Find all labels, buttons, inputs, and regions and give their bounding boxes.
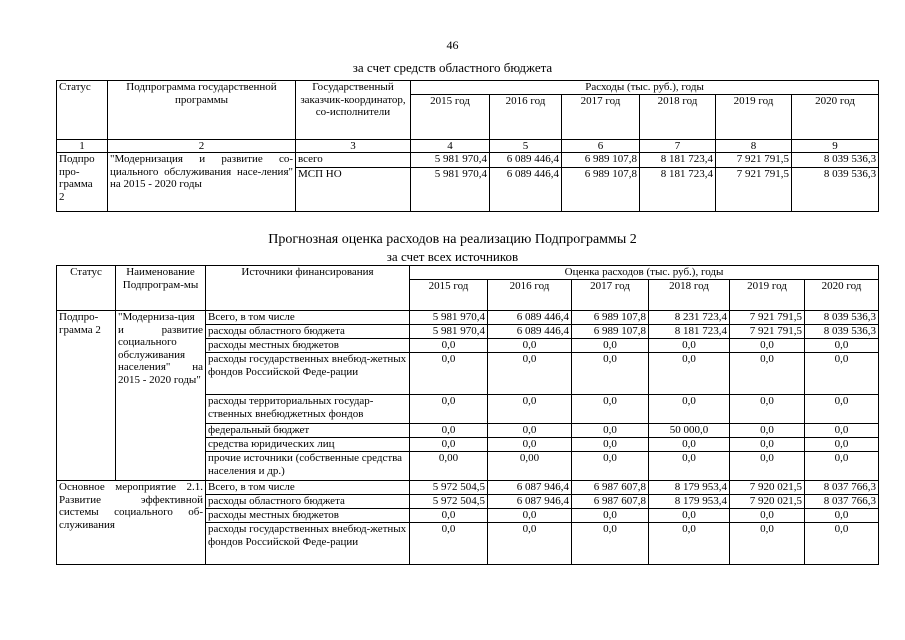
table-row bbox=[57, 153, 879, 168]
t2-value-cell: 6 987 607,8 bbox=[572, 495, 649, 509]
t2-value-cell: 0,0 bbox=[488, 395, 572, 424]
t2-source-cell: расходы областного бюджета bbox=[206, 495, 410, 509]
t2-source-cell: федеральный бюджет bbox=[206, 424, 410, 438]
t1-year: 2017 год bbox=[562, 94, 640, 139]
t2-source-cell: расходы территориальных государ-ственных внебюджетных фондов bbox=[206, 395, 410, 424]
t2-name-cell: "Модерниза-ция и развитие социального обслуживания населения" на 2015 - 2020 годы" bbox=[116, 311, 206, 481]
table1-region-budget bbox=[56, 80, 879, 212]
t2-value-cell: 0,0 bbox=[805, 438, 879, 452]
t2-value-cell: 0,0 bbox=[649, 438, 730, 452]
t2-value-cell: 0,0 bbox=[572, 424, 649, 438]
table2-all-sources bbox=[56, 265, 879, 565]
t2-value-cell: 0,0 bbox=[572, 353, 649, 395]
t2-year: 2020 год bbox=[805, 280, 879, 311]
t2-value-cell: 0,0 bbox=[649, 509, 730, 523]
t2-value-cell: 50 000,0 bbox=[649, 424, 730, 438]
t2-value-cell: 0,0 bbox=[730, 523, 805, 565]
t2-value-cell: 5 981 970,4 bbox=[410, 311, 488, 325]
t1-col-number: 3 bbox=[296, 139, 411, 153]
t2-header-sources: Источники финансирования bbox=[206, 266, 410, 311]
t2-value-cell: 0,0 bbox=[805, 509, 879, 523]
t1-value-cell: 6 089 446,4 bbox=[490, 168, 562, 212]
t2-value-cell: 0,0 bbox=[805, 424, 879, 438]
t2-value-cell: 8 039 536,3 bbox=[805, 311, 879, 325]
t2-source-cell: расходы областного бюджета bbox=[206, 325, 410, 339]
t1-value-cell: 5 981 970,4 bbox=[411, 168, 490, 212]
t1-value-cell: 6 989 107,8 bbox=[562, 153, 640, 168]
t1-value-cell: 5 981 970,4 bbox=[411, 153, 490, 168]
t2-value-cell: 6 089 446,4 bbox=[488, 311, 572, 325]
t2-value-cell: 6 987 607,8 bbox=[572, 481, 649, 495]
t2-value-cell: 0,0 bbox=[410, 523, 488, 565]
t2-value-cell: 0,0 bbox=[572, 452, 649, 481]
t2-year: 2015 год bbox=[410, 280, 488, 311]
t2-value-cell: 6 087 946,4 bbox=[488, 481, 572, 495]
t2-source-cell: средства юридических лиц bbox=[206, 438, 410, 452]
t2-source-cell: прочие источники (собственные средства населения и др.) bbox=[206, 452, 410, 481]
t2-value-cell: 0,0 bbox=[572, 395, 649, 424]
t2-value-cell: 0,0 bbox=[410, 509, 488, 523]
t1-value-cell: 6 089 446,4 bbox=[490, 153, 562, 168]
t1-col-number: 5 bbox=[490, 139, 562, 153]
t2-value-cell: 0,0 bbox=[410, 395, 488, 424]
t1-header-expenses: Расходы (тыс. руб.), годы bbox=[411, 81, 879, 95]
t2-value-cell: 0,0 bbox=[730, 395, 805, 424]
t2-status-cell: Подпро-грамма 2 bbox=[57, 311, 116, 481]
page-number: 46 bbox=[446, 38, 459, 52]
t2-value-cell: 0,00 bbox=[410, 452, 488, 481]
t2-value-cell: 6 989 107,8 bbox=[572, 311, 649, 325]
t1-value-cell: 6 989 107,8 bbox=[562, 168, 640, 212]
table2-title: Прогнозная оценка расходов на реализацию Подпрограммы 2 bbox=[268, 232, 637, 247]
table-row bbox=[57, 311, 879, 325]
t2-value-cell: 7 921 791,5 bbox=[730, 325, 805, 339]
t1-value-cell: 8 181 723,4 bbox=[640, 168, 716, 212]
t2-value-cell: 0,0 bbox=[488, 353, 572, 395]
t1-source-cell: МСП НО bbox=[296, 168, 411, 212]
t1-col-number: 1 bbox=[57, 139, 108, 153]
t2-value-cell: 0,0 bbox=[730, 438, 805, 452]
t1-subprogram-cell: "Модернизация и развитие со-циального обслуживания насе-ления" на 2015 - 2020 годы bbox=[108, 153, 296, 212]
t2-source-cell: расходы местных бюджетов bbox=[206, 339, 410, 353]
t1-value-cell: 7 921 791,5 bbox=[716, 168, 792, 212]
t2-source-cell: расходы местных бюджетов bbox=[206, 509, 410, 523]
t1-year: 2020 год bbox=[792, 94, 879, 139]
t2-source-cell: Всего, в том числе bbox=[206, 481, 410, 495]
t2-value-cell: 0,0 bbox=[488, 509, 572, 523]
t2-value-cell: 0,0 bbox=[730, 353, 805, 395]
table-row bbox=[57, 481, 879, 495]
t1-value-cell: 7 921 791,5 bbox=[716, 153, 792, 168]
t2-value-cell: 0,0 bbox=[488, 523, 572, 565]
t2-source-cell: Всего, в том числе bbox=[206, 311, 410, 325]
t2-year: 2018 год bbox=[649, 280, 730, 311]
t2-value-cell: 0,0 bbox=[730, 452, 805, 481]
t2-value-cell: 5 981 970,4 bbox=[410, 325, 488, 339]
t2-value-cell: 5 972 504,5 bbox=[410, 495, 488, 509]
t1-col-number: 2 bbox=[108, 139, 296, 153]
t2-value-cell: 0,0 bbox=[649, 353, 730, 395]
t1-year: 2018 год bbox=[640, 94, 716, 139]
t2-value-cell: 0,0 bbox=[410, 438, 488, 452]
table2-subtitle: за счет всех источников bbox=[386, 249, 519, 264]
t2-value-cell: 7 920 021,5 bbox=[730, 495, 805, 509]
t2-value-cell: 0,0 bbox=[488, 339, 572, 353]
t1-value-cell: 8 039 536,3 bbox=[792, 153, 879, 168]
t2-value-cell: 0,0 bbox=[572, 339, 649, 353]
t2-value-cell: 6 089 446,4 bbox=[488, 325, 572, 339]
t1-col-number: 7 bbox=[640, 139, 716, 153]
t2-source-cell: расходы государственных внебюд-жетных фондов Российской Феде-рации bbox=[206, 523, 410, 565]
t2-value-cell: 0,0 bbox=[649, 452, 730, 481]
t2-value-cell: 0,0 bbox=[730, 509, 805, 523]
t2-value-cell: 0,0 bbox=[805, 452, 879, 481]
t2-value-cell: 0,0 bbox=[572, 509, 649, 523]
t2-value-cell: 0,0 bbox=[410, 353, 488, 395]
t2-value-cell: 0,0 bbox=[805, 353, 879, 395]
t1-col-number: 9 bbox=[792, 139, 879, 153]
t1-col-number: 4 bbox=[411, 139, 490, 153]
t2-value-cell: 7 920 021,5 bbox=[730, 481, 805, 495]
t2-measure-cell: Основное мероприятие 2.1. Развитие эффективной системы социального об-служивания bbox=[57, 481, 206, 565]
t2-value-cell: 8 037 766,3 bbox=[805, 495, 879, 509]
t1-header-subprogram: Подпрограмма государственной программы bbox=[108, 81, 296, 140]
t2-value-cell: 8 181 723,4 bbox=[649, 325, 730, 339]
t2-value-cell: 6 087 946,4 bbox=[488, 495, 572, 509]
t2-header-status: Статус bbox=[57, 266, 116, 311]
t1-source-cell: всего bbox=[296, 153, 411, 168]
t2-value-cell: 0,0 bbox=[805, 523, 879, 565]
t1-status-cell: Подпро про- грамма 2 bbox=[57, 153, 108, 212]
t1-header-coordinator: Государственный заказчик-координатор, со-исполнители bbox=[296, 81, 411, 140]
t1-value-cell: 8 039 536,3 bbox=[792, 168, 879, 212]
t2-value-cell: 0,0 bbox=[805, 395, 879, 424]
t2-value-cell: 7 921 791,5 bbox=[730, 311, 805, 325]
t2-header-name: Наименование Подпрограм-мы bbox=[116, 266, 206, 311]
t2-value-cell: 0,0 bbox=[572, 438, 649, 452]
t2-value-cell: 8 179 953,4 bbox=[649, 481, 730, 495]
t2-value-cell: 0,0 bbox=[805, 339, 879, 353]
t2-value-cell: 0,0 bbox=[488, 438, 572, 452]
t2-value-cell: 0,0 bbox=[410, 339, 488, 353]
t2-source-cell: расходы государственных внебюд-жетных фондов Российской Феде-рации bbox=[206, 353, 410, 395]
t2-value-cell: 8 231 723,4 bbox=[649, 311, 730, 325]
t2-year: 2016 год bbox=[488, 280, 572, 311]
t1-value-cell: 8 181 723,4 bbox=[640, 153, 716, 168]
t1-col-number: 6 bbox=[562, 139, 640, 153]
t1-year: 2016 год bbox=[490, 94, 562, 139]
t2-value-cell: 6 989 107,8 bbox=[572, 325, 649, 339]
t2-value-cell: 0,0 bbox=[730, 339, 805, 353]
t2-year: 2019 год bbox=[730, 280, 805, 311]
t2-value-cell: 5 972 504,5 bbox=[410, 481, 488, 495]
t2-value-cell: 8 037 766,3 bbox=[805, 481, 879, 495]
t2-value-cell: 8 039 536,3 bbox=[805, 325, 879, 339]
table1-title: за счет средств областного бюджета bbox=[352, 60, 553, 75]
t2-value-cell: 0,0 bbox=[649, 523, 730, 565]
t2-value-cell: 8 179 953,4 bbox=[649, 495, 730, 509]
t2-value-cell: 0,0 bbox=[649, 339, 730, 353]
t1-year: 2015 год bbox=[411, 94, 490, 139]
t1-year: 2019 год bbox=[716, 94, 792, 139]
t2-value-cell: 0,0 bbox=[730, 424, 805, 438]
t1-col-number: 8 bbox=[716, 139, 792, 153]
t2-year: 2017 год bbox=[572, 280, 649, 311]
t2-value-cell: 0,0 bbox=[410, 424, 488, 438]
t1-header-status: Статус bbox=[57, 81, 108, 140]
t2-value-cell: 0,0 bbox=[488, 424, 572, 438]
t2-value-cell: 0,0 bbox=[649, 395, 730, 424]
t2-value-cell: 0,0 bbox=[572, 523, 649, 565]
t2-header-estimate: Оценка расходов (тыс. руб.), годы bbox=[410, 266, 879, 280]
t2-value-cell: 0,00 bbox=[488, 452, 572, 481]
